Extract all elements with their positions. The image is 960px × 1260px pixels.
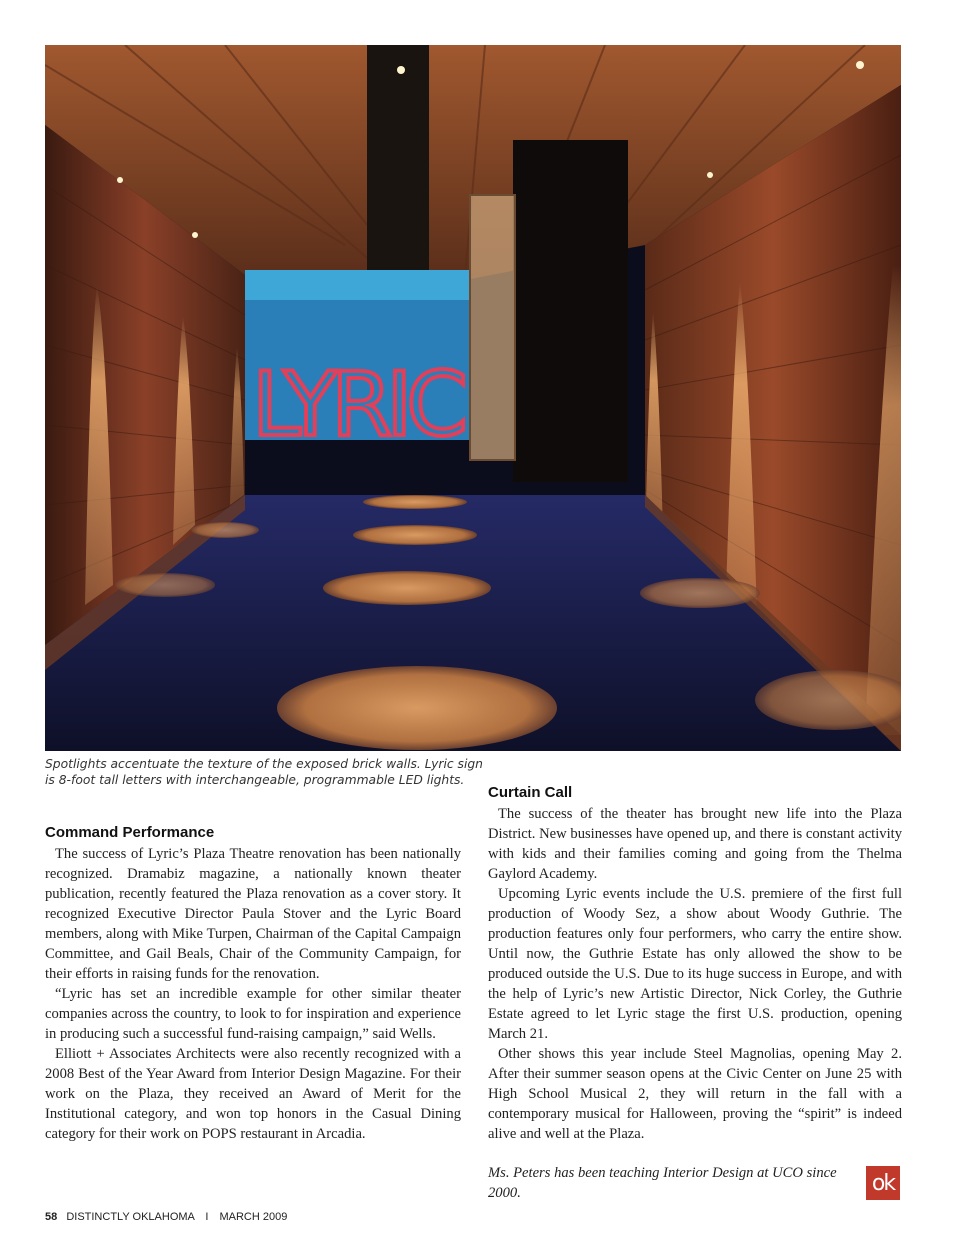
lyric-neon-sign: LYRIC	[252, 353, 462, 456]
footer-separator: I	[205, 1211, 209, 1223]
left-paragraph: “Lyric has set an incredible example for other similar theater companies across the country, to look to for inspiration and experience in producing such a successful fund-raising campaign,” said Wells.	[45, 986, 461, 1042]
right-paragraph: Upcoming Lyric events include the U.S. premiere of the first full production of Woody Sez, a show about Woody Guthrie. The production features only four performers, who carry the entire show. Until now, the Guthrie Estate has only allowed the show to be produced outside the U.S. Due to its huge success in Europe, and with the help of Lyric’s new Artistic Director, Nick Corley, the Guthrie Estate agreed to let Lyric stage the first U.S. production, opening March 21.	[488, 886, 902, 1042]
right-paragraph: Other shows this year include Steel Magnolias, opening May 2. After their summer season opens at the Civic Center on June 25 with High School Musical 2, they will return in the fall with a contemporary musical for Halloween, proving the “spirit” is indeed alive and well at the Plaza.	[488, 1046, 902, 1142]
ceiling-light	[707, 172, 713, 178]
right-column-body	[488, 804, 902, 1144]
ok-logo-icon: ok	[866, 1166, 900, 1200]
page-footer	[45, 1211, 287, 1223]
lyric-hallway-illustration	[45, 45, 901, 751]
floor-spotlight	[363, 495, 467, 509]
floor-spotlight	[323, 571, 491, 605]
command-performance-heading: Command Performance	[45, 824, 215, 841]
ceiling-light	[856, 61, 864, 69]
floor-spotlight	[353, 525, 477, 545]
photo-caption: Spotlights accentuate the texture of the exposed brick walls. Lyric sign is 8-foot tall letters with interchangeable, programmable LED lights.	[45, 757, 483, 787]
right-paragraph: The success of the theater has brought new life into the Plaza District. New businesses have opened up, and there is constant activity with kids and their families coming and going from the Thelma Gaylord Academy.	[488, 806, 902, 882]
floor-spotlight	[640, 578, 760, 608]
publication-name: DISTINCTLY OKLAHOMA	[66, 1211, 195, 1223]
floor-spotlight	[115, 573, 215, 597]
left-paragraph: Elliott + Associates Architects were also recently recognized with a 2008 Best of the Year Award from Interior Design Magazine. For their work on the Plaza, they received an Award of Merit for the Institutional category, and won top honors in the Casual Dining category for their work on POPS restaurant in Arcadia.	[45, 1046, 461, 1142]
left-column-body	[45, 844, 461, 1144]
ceiling-light	[117, 177, 123, 183]
hallway-photo	[45, 45, 901, 751]
ceiling-light	[192, 232, 198, 238]
issue-date: MARCH 2009	[219, 1211, 288, 1223]
left-paragraph: The success of Lyric’s Plaza Theatre renovation has been nationally recognized. Dramabiz magazine, a nationally known theater publication, recently featured the Plaza renovation as a cover story. It recognized Executive Director Paula Stover and the Lyric Board members, along with Mike Turpen, Chairman of the Capital Campaign Committee, and Gail Beals, Chair of the Community Campaign, for their efforts in raising funds for the renovation.	[45, 846, 461, 982]
floor-spotlight	[277, 666, 557, 750]
page-number: 58	[45, 1211, 58, 1223]
curtain-call-heading: Curtain Call	[488, 784, 573, 801]
floor-spotlight	[191, 522, 259, 538]
author-bio: Ms. Peters has been teaching Interior Design at UCO since 2000.	[488, 1165, 837, 1201]
ceiling-light	[397, 66, 405, 74]
